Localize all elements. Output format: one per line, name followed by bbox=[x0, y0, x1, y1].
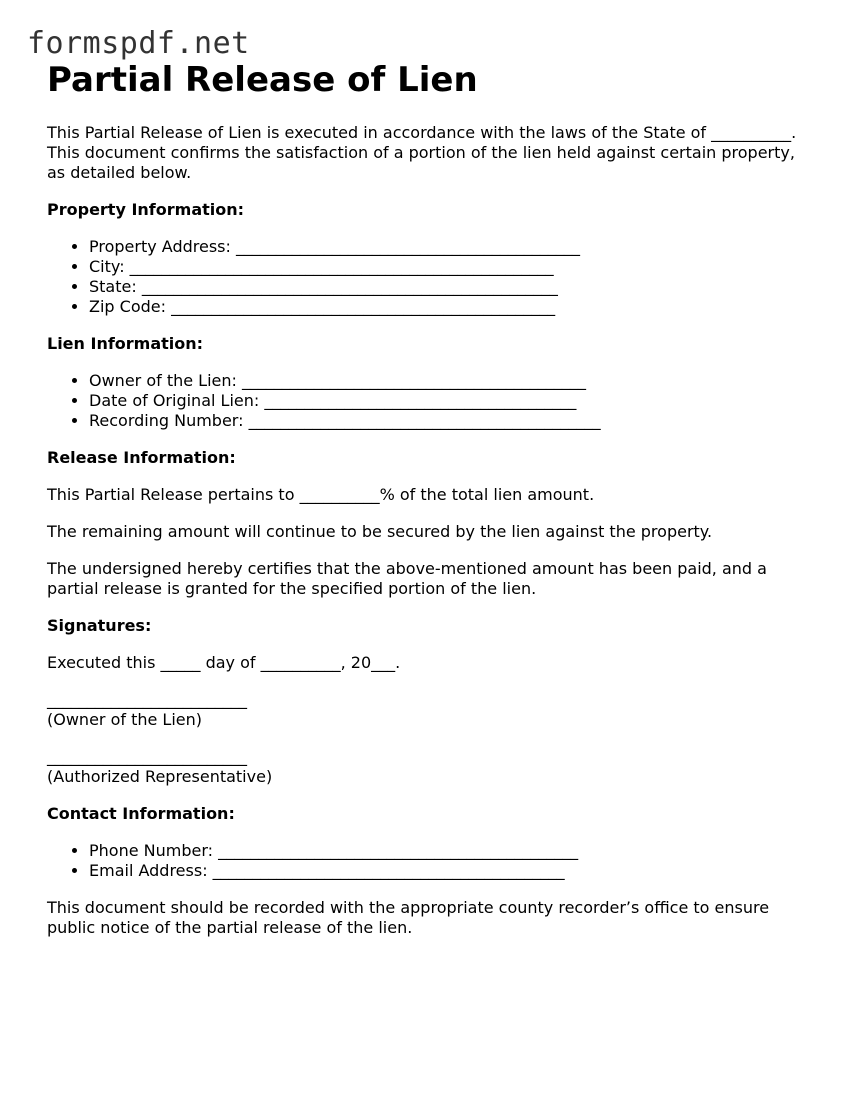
certification-paragraph: The undersigned hereby certifies that the above-mentioned amount has been paid, and a partial release is granted for the specified portion of the lien. bbox=[47, 559, 767, 598]
lien-heading: Lien Information: bbox=[47, 334, 204, 353]
release-percentage-paragraph: This Partial Release pertains to __________% of the total lien amount. bbox=[47, 485, 595, 504]
contact-heading: Contact Information: bbox=[47, 804, 235, 823]
email-address-field[interactable]: • Email Address: ____________________________________________ bbox=[89, 861, 817, 881]
state-field[interactable]: • State: ____________________________________________________ bbox=[89, 277, 817, 297]
signatures-heading: Signatures: bbox=[47, 616, 152, 635]
owner-signature-caption: (Owner of the Lien) bbox=[47, 710, 203, 729]
contact-list bbox=[47, 841, 817, 881]
recording-number-field[interactable]: • Recording Number: ____________________________________________ bbox=[89, 411, 817, 431]
watermark: formspdf.net bbox=[27, 26, 250, 61]
property-list bbox=[47, 237, 817, 317]
property-address-field[interactable]: • Property Address: ___________________________________________ bbox=[89, 237, 817, 257]
phone-number-field[interactable]: • Phone Number: _____________________________________________ bbox=[89, 841, 817, 861]
owner-signature-block bbox=[47, 690, 817, 730]
representative-signature-line[interactable]: _________________________ bbox=[47, 747, 247, 766]
footer-note: This document should be recorded with the appropriate county recorder’s office to ensure public notice of the partial release of the lien. bbox=[47, 898, 770, 937]
property-heading: Property Information: bbox=[47, 200, 245, 219]
owner-signature-line[interactable]: _________________________ bbox=[47, 690, 247, 709]
intro-paragraph: This Partial Release of Lien is executed in accordance with the laws of the State of __________. This document confirms the satisfaction of a portion of the lien held against certain property, as detailed below. bbox=[47, 123, 797, 182]
representative-signature-block bbox=[47, 747, 817, 787]
representative-signature-caption: (Authorized Representative) bbox=[47, 767, 273, 786]
execution-date-line: Executed this _____ day of __________, 20___. bbox=[47, 653, 401, 672]
zip-code-field[interactable]: • Zip Code: ________________________________________________ bbox=[89, 297, 817, 317]
lien-owner-field[interactable]: • Owner of the Lien: ___________________________________________ bbox=[89, 371, 817, 391]
remaining-amount-paragraph: The remaining amount will continue to be secured by the lien against the property. bbox=[47, 522, 713, 541]
release-heading: Release Information: bbox=[47, 448, 236, 467]
document-body bbox=[47, 123, 817, 955]
original-lien-date-field[interactable]: • Date of Original Lien: _______________________________________ bbox=[89, 391, 817, 411]
city-field[interactable]: • City: _____________________________________________________ bbox=[89, 257, 817, 277]
lien-list bbox=[47, 371, 817, 431]
page-title: Partial Release of Lien bbox=[47, 60, 478, 100]
